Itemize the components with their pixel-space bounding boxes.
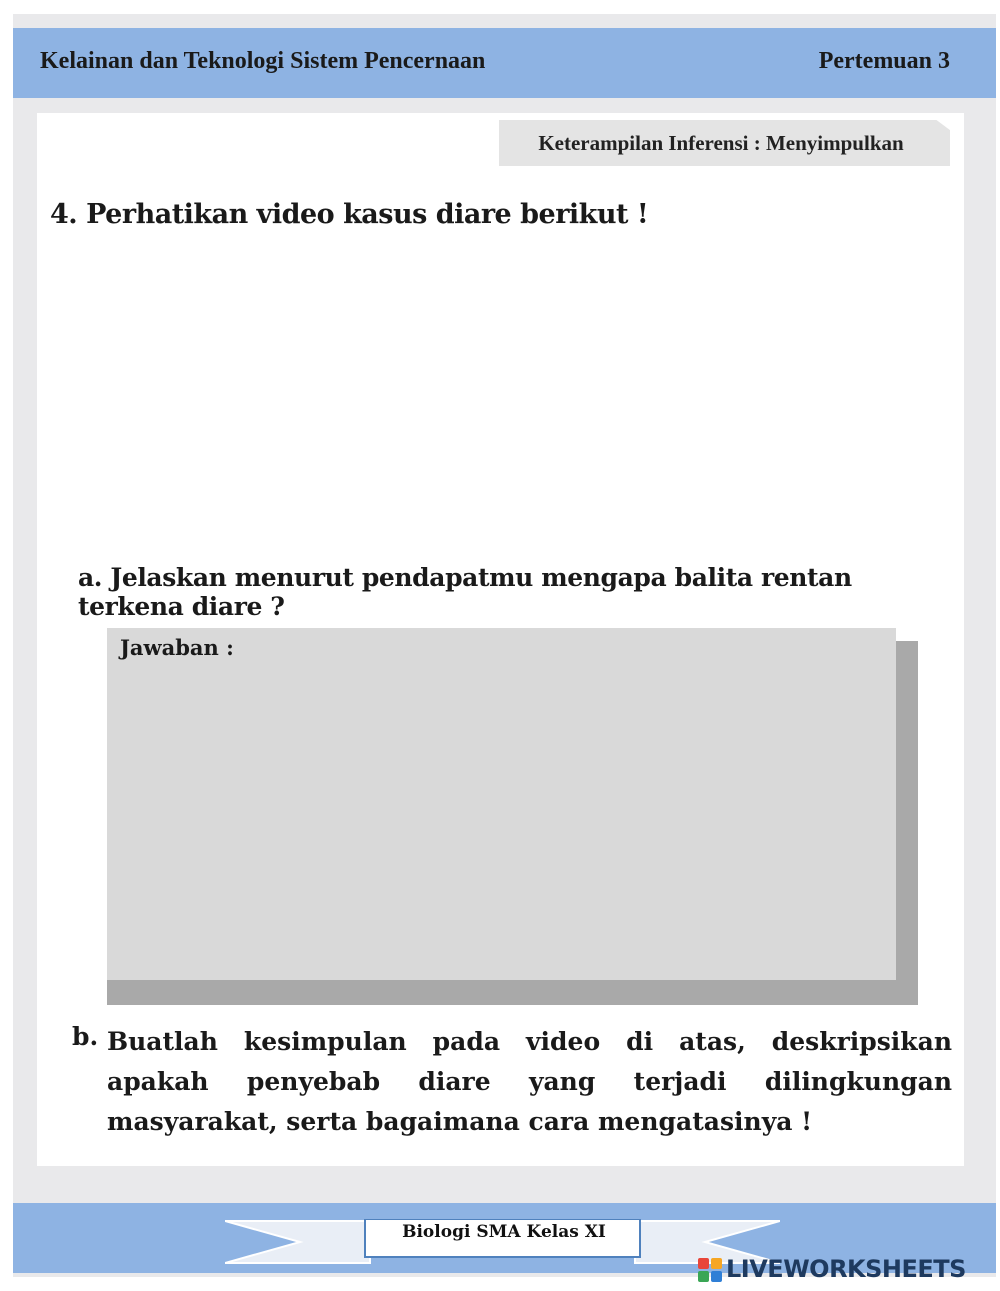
question-title: 4. Perhatikan video kasus diare berikut ! xyxy=(50,199,649,230)
chapter-title: Kelainan dan Teknologi Sistem Pencernaan xyxy=(40,48,486,74)
question-part-b: Buatlah kesimpulan pada video di atas, deskripsikan apakah penyebab diare yang terjadi dilingkungan masyarakat, serta bagaimana cara mengatasinya ! xyxy=(107,1027,952,1136)
footer-label: Biologi SMA Kelas XI xyxy=(402,1222,606,1242)
meeting-number: Pertemuan 3 xyxy=(818,48,950,74)
skill-label: Keterampilan Inferensi : Menyimpulkan xyxy=(538,131,904,155)
question-part-b-label: b. xyxy=(72,1022,99,1051)
answer-label: Jawaban : xyxy=(120,635,234,660)
liveworksheets-logo[interactable] xyxy=(698,1255,994,1285)
video-embed-area[interactable] xyxy=(50,250,950,550)
liveworksheets-text: LIVEWORKSHEETS xyxy=(726,1255,966,1283)
answer-input[interactable] xyxy=(120,668,884,967)
liveworksheets-icon xyxy=(698,1258,722,1282)
question-part-a: a. Jelaskan menurut pendapatmu mengapa balita rentan terkena diare ? xyxy=(78,563,852,621)
